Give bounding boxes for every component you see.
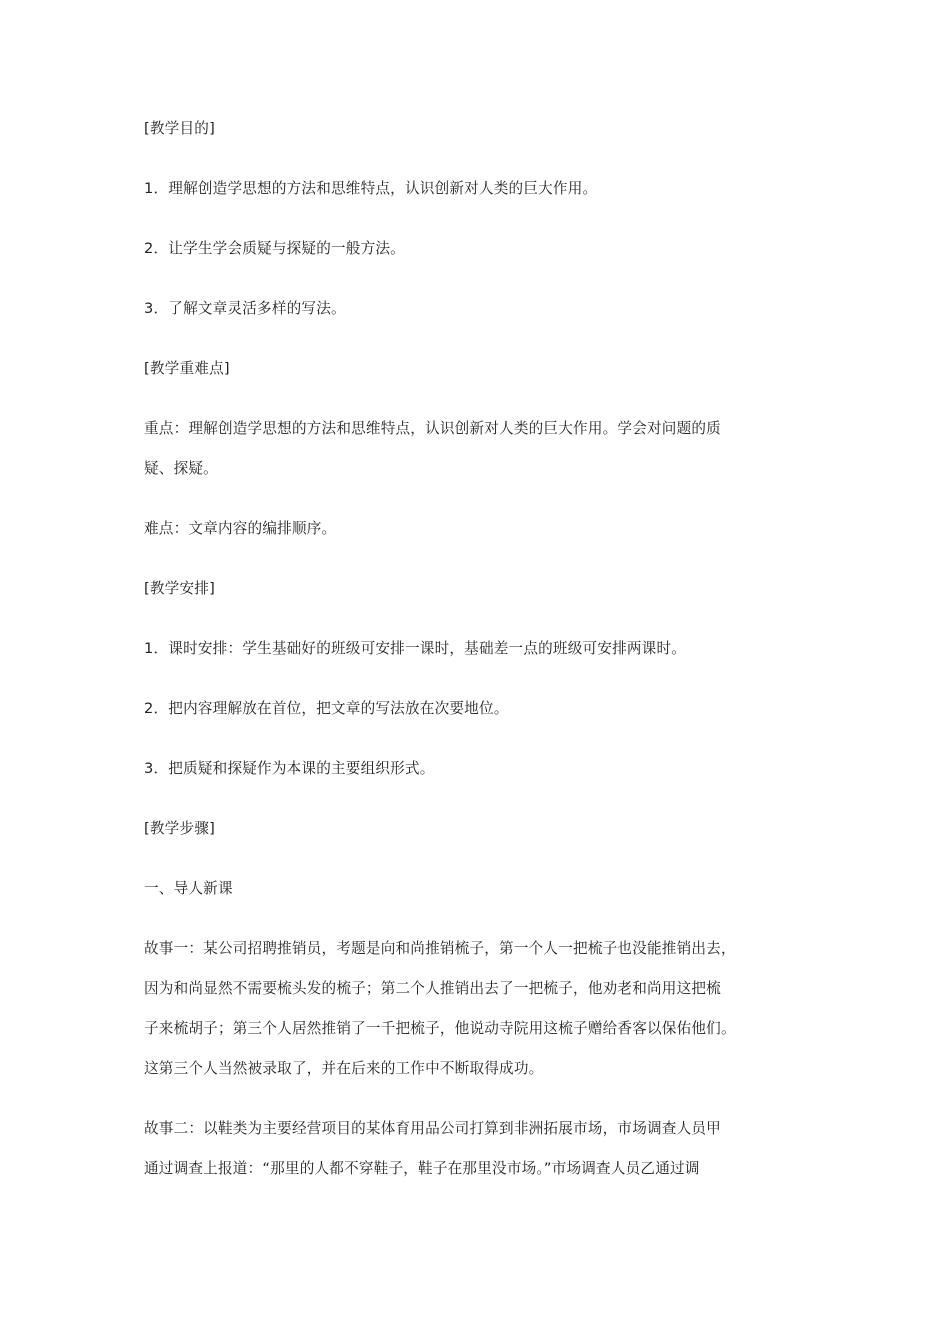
key-point-paragraph [144,409,808,489]
section-heading-teaching-arrangement: [教学安排] [144,580,215,597]
goal-item-1: 1．理解创造学思想的方法和思维特点，认识创新对人类的巨大作用。 [144,180,598,197]
difficult-point-paragraph: 难点：文章内容的编排顺序。 [144,520,337,537]
key-point-line-2: 疑、探疑。 [144,460,218,477]
goal-item-3: 3．了解文章灵活多样的写法。 [144,300,346,317]
arrangement-item-3: 3．把质疑和探疑作为本课的主要组织形式。 [144,760,435,777]
arrangement-item-1: 1．课时安排：学生基础好的班级可安排一课时，基础差一点的班级可安排两课时。 [144,640,687,657]
section-heading-key-difficult-points: [教学重难点] [144,360,230,377]
arrangement-item-2: 2．把内容理解放在首位，把文章的写法放在次要地位。 [144,700,509,717]
section-heading-teaching-steps: [教学步骤] [144,820,215,837]
document-body [144,118,808,1218]
story-two-line-2: 通过调查上报道：“那里的人都不穿鞋子，鞋子在那里没市场。”市场调查人员乙通过调 [144,1160,700,1177]
story-one-line-2: 因为和尚显然不需要梳头发的梳子；第二个人推销出去了一把梳子，他劝老和尚用这把梳 [144,980,721,997]
goal-item-2: 2．让学生学会质疑与探疑的一般方法。 [144,240,405,257]
story-one-paragraph [144,929,808,1089]
step-heading-intro: 一、导人新课 [144,880,233,897]
story-one-line-4: 这第三个人当然被录取了，并在后来的工作中不断取得成功。 [144,1060,544,1077]
story-two-line-1: 故事二：以鞋类为主要经营项目的某体育用品公司打算到非洲拓展市场，市场调查人员甲 [144,1120,721,1137]
key-point-line-1: 重点：理解创造学思想的方法和思维特点，认识创新对人类的巨大作用。学会对问题的质 [144,420,721,437]
story-one-line-3: 子来梳胡子；第三个人居然推销了一千把梳子，他说动寺院用这梳子赠给香客以保佑他们。 [144,1020,736,1037]
section-heading-teaching-goals: [教学目的] [144,120,215,137]
story-two-paragraph [144,1109,808,1189]
story-one-line-1: 故事一：某公司招聘推销员，考题是向和尚推销梳子，第一个人一把梳子也没能推销出去， [144,940,736,957]
